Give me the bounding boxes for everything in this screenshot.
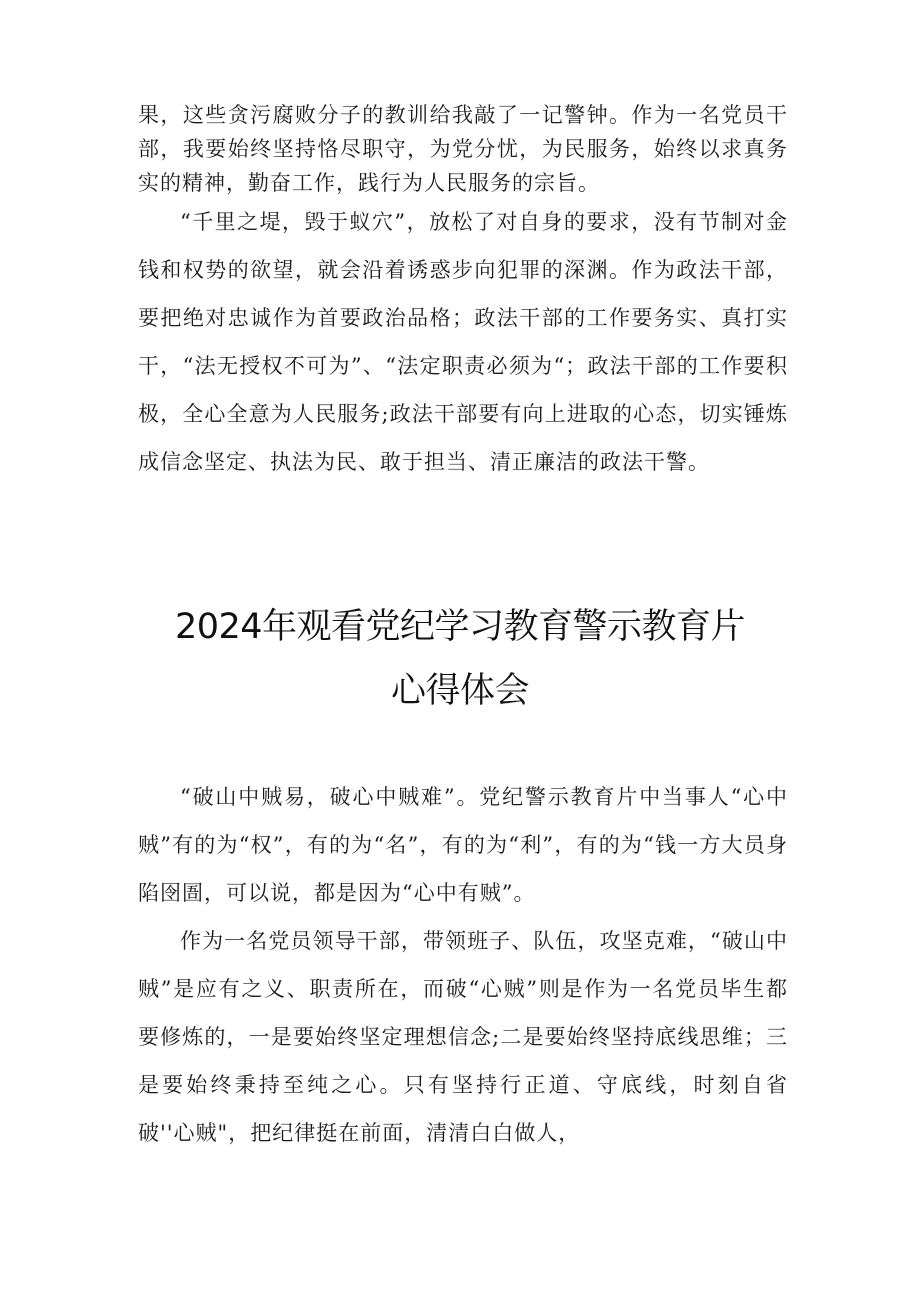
paragraph-text: 果，这些贪污腐败分子的教训给我敲了一记警钟。作为一名党员干部，我要始终坚持恪尽职守，为党分忧，为民服务，始终以求真务实的精神，勤奋工作，践行为人民服务的宗旨。 (138, 103, 788, 195)
paragraph-text: “破山中贼易，破心中贼难”。党纪警示教育片中当事人“心中贼”有的为“权”，有的为“名”，有的为“利”，有的为“钱一方大员身陷囹圄，可以说，都是因为“心中有贼”。 (138, 785, 788, 905)
section-1-continued (138, 198, 788, 486)
paragraph-text: 作为一名党员领导干部，带领班子、队伍，攻坚克难，“破山中贼”是应有之义、职责所在，而破“心贼”则是作为一名党员毕生都要修炼的，一是要始终坚定理想信念;二是要始终坚持底线思维；三是要始终秉持至纯之心。只有坚持行正道、守底线，时刻自省破''心贼"，把纪律挺在前面，清清白白做人， (138, 929, 788, 1145)
paragraph-text: “千里之堤，毁于蚁穴”，放松了对自身的要求，没有节制对金钱和权势的欲望，就会沿着诱惑步向犯罪的深渊。作为政法干部，要把绝对忠诚作为首要政治品格；政法干部的工作要务实、真打实干，“法无授权不可为”、“法定职责必须为“；政法干部的工作要积极，全心全意为人民服务;政法干部要有向上进取的心态，切实锤炼成信念坚定、执法为民、敢于担当、清正廉洁的政法干警。 (138, 210, 788, 474)
section-1 (138, 98, 788, 200)
document-title (60, 595, 860, 723)
section-2-continued (138, 917, 788, 1157)
title-line-1: 2024年观看党纪学习教育警示教育片 (174, 607, 746, 647)
title-line-2: 心得体会 (390, 671, 529, 711)
section-2 (138, 773, 788, 917)
